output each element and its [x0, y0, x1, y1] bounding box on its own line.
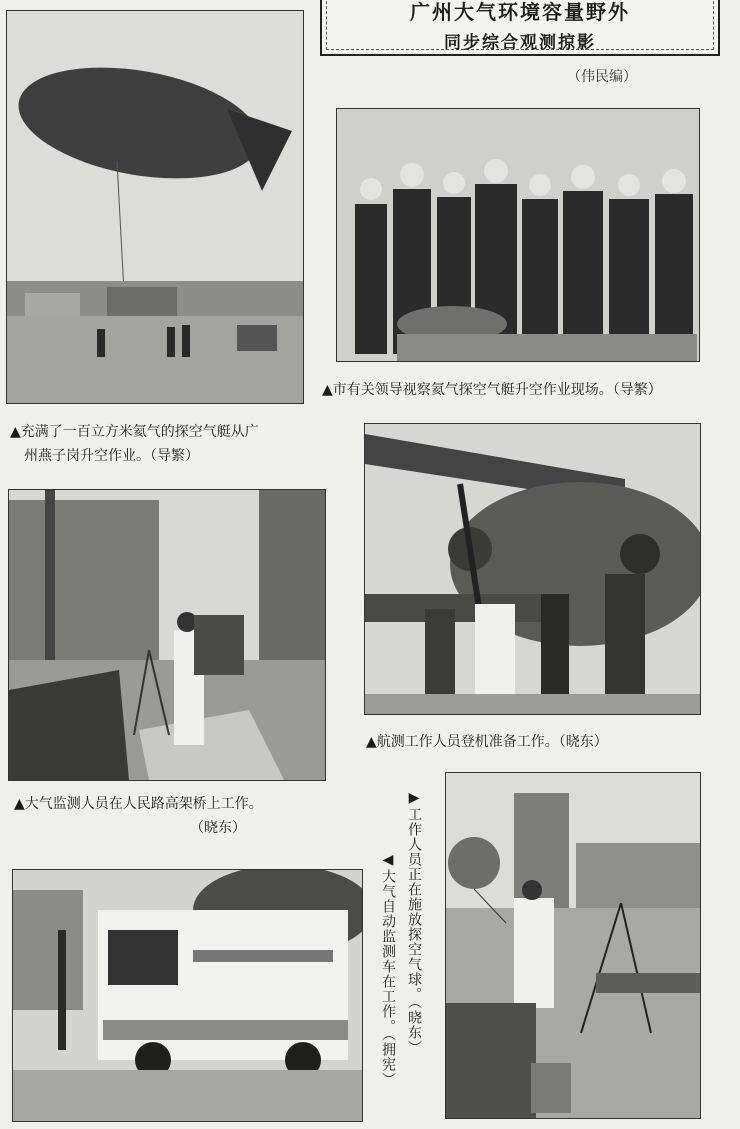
airship-photo	[6, 10, 304, 404]
bridge-caption	[14, 792, 263, 840]
page-subtitle: 同步综合观测掠影	[444, 33, 596, 53]
page-title: 广州大气环境容量野外	[410, 0, 630, 24]
leaders-caption: ▲市有关领导视察氦气探空气艇升空作业现场。（导繁）	[322, 382, 662, 398]
airship-caption	[10, 420, 259, 468]
leaders-photo	[336, 108, 700, 362]
aircraft-caption: ▲航测工作人员登机准备工作。（晓东）	[366, 734, 608, 750]
title-frame	[320, 0, 720, 56]
balloon-caption: ▶工作人员正在施放探空气球。（晓东）	[406, 790, 422, 1055]
bridge-caption-line-1: ▲大气监测人员在人民路高架桥上工作。	[14, 796, 263, 812]
aircraft-photo	[364, 423, 701, 715]
vehicle-caption: ◀大气自动监测车在工作。（拥宪）	[380, 852, 396, 1087]
vehicle-photo	[12, 869, 363, 1122]
airship-caption-line-1: ▲充满了一百立方米氦气的探空气艇从广	[10, 424, 259, 440]
bridge-caption-line-2: （晓东）	[190, 820, 246, 836]
airship-caption-line-2: 州燕子岗升空作业。（导繁）	[24, 448, 199, 464]
editor-credit: （伟民编）	[567, 69, 637, 85]
bridge-photo	[8, 489, 326, 781]
balloon-photo	[445, 772, 701, 1119]
